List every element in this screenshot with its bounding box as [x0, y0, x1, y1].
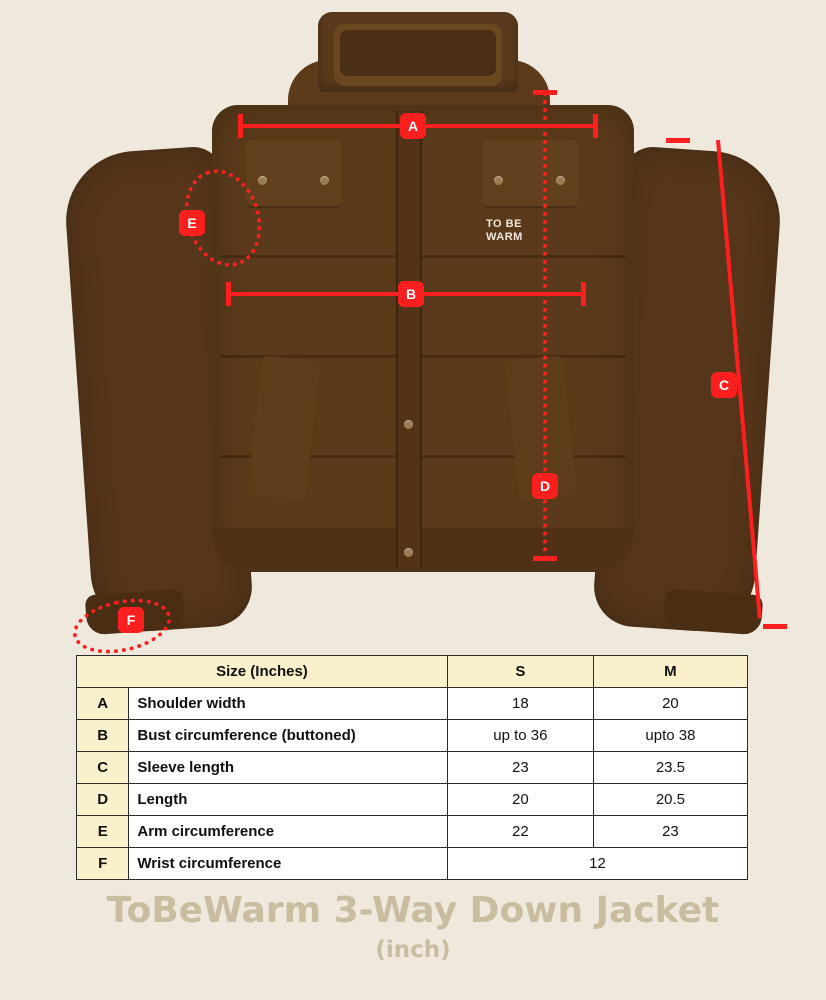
footer	[0, 890, 826, 963]
marker-a: A	[400, 113, 426, 139]
measure-cap-a-left	[238, 114, 243, 138]
table-row	[77, 688, 748, 720]
row-key-e: E	[77, 816, 129, 848]
row-c-m: 23.5	[593, 752, 747, 784]
row-key-f: F	[77, 848, 129, 880]
measure-cap-d-bottom	[533, 556, 557, 561]
header-size-s: S	[447, 656, 593, 688]
table-row	[77, 784, 748, 816]
row-b-s: up to 36	[447, 720, 593, 752]
row-a-m: 20	[593, 688, 747, 720]
brand-logo	[486, 218, 523, 244]
row-e-m: 23	[593, 816, 747, 848]
measure-cap-b-right	[581, 282, 586, 306]
measure-cap-c-bottom	[763, 624, 787, 629]
brand-logo-line2: WARM	[486, 231, 523, 243]
marker-f: F	[118, 607, 144, 633]
table-row	[77, 752, 748, 784]
row-key-d: D	[77, 784, 129, 816]
jacket-hem	[212, 528, 634, 572]
row-d-m: 20.5	[593, 784, 747, 816]
row-label-c: Sleeve length	[129, 752, 448, 784]
table-row	[77, 720, 748, 752]
chest-pocket-left	[246, 140, 342, 206]
row-label-d: Length	[129, 784, 448, 816]
row-d-s: 20	[447, 784, 593, 816]
measure-cap-b-left	[226, 282, 231, 306]
measure-cap-a-right	[593, 114, 598, 138]
row-key-b: B	[77, 720, 129, 752]
row-label-e: Arm circumference	[129, 816, 448, 848]
table-row	[77, 848, 748, 880]
size-chart-table	[76, 655, 748, 880]
marker-e: E	[179, 210, 205, 236]
marker-b: B	[398, 281, 424, 307]
row-label-b: Bust circumference (buttoned)	[129, 720, 448, 752]
jacket-right-cuff	[663, 589, 764, 636]
chest-pocket-right	[482, 140, 578, 206]
table-header-row	[77, 656, 748, 688]
row-e-s: 22	[447, 816, 593, 848]
header-size-m: M	[593, 656, 747, 688]
row-a-s: 18	[447, 688, 593, 720]
row-b-m: upto 38	[593, 720, 747, 752]
footer-title: ToBeWarm 3-Way Down Jacket	[106, 890, 720, 931]
jacket-collar-fur	[340, 30, 496, 76]
marker-c: C	[711, 372, 737, 398]
row-label-a: Shoulder width	[129, 688, 448, 720]
table-row	[77, 816, 748, 848]
jacket-front-placket	[396, 110, 422, 568]
marker-d: D	[532, 473, 558, 499]
footer-subtitle: (inch)	[375, 937, 451, 963]
row-key-a: A	[77, 688, 129, 720]
measure-cap-d-top	[533, 90, 557, 95]
row-key-c: C	[77, 752, 129, 784]
header-size-inches: Size (Inches)	[77, 656, 448, 688]
row-c-s: 23	[447, 752, 593, 784]
measure-cap-c-top	[666, 138, 690, 143]
row-f-span: 12	[447, 848, 747, 880]
brand-logo-line1: TO BE	[486, 218, 522, 230]
row-label-f: Wrist circumference	[129, 848, 448, 880]
